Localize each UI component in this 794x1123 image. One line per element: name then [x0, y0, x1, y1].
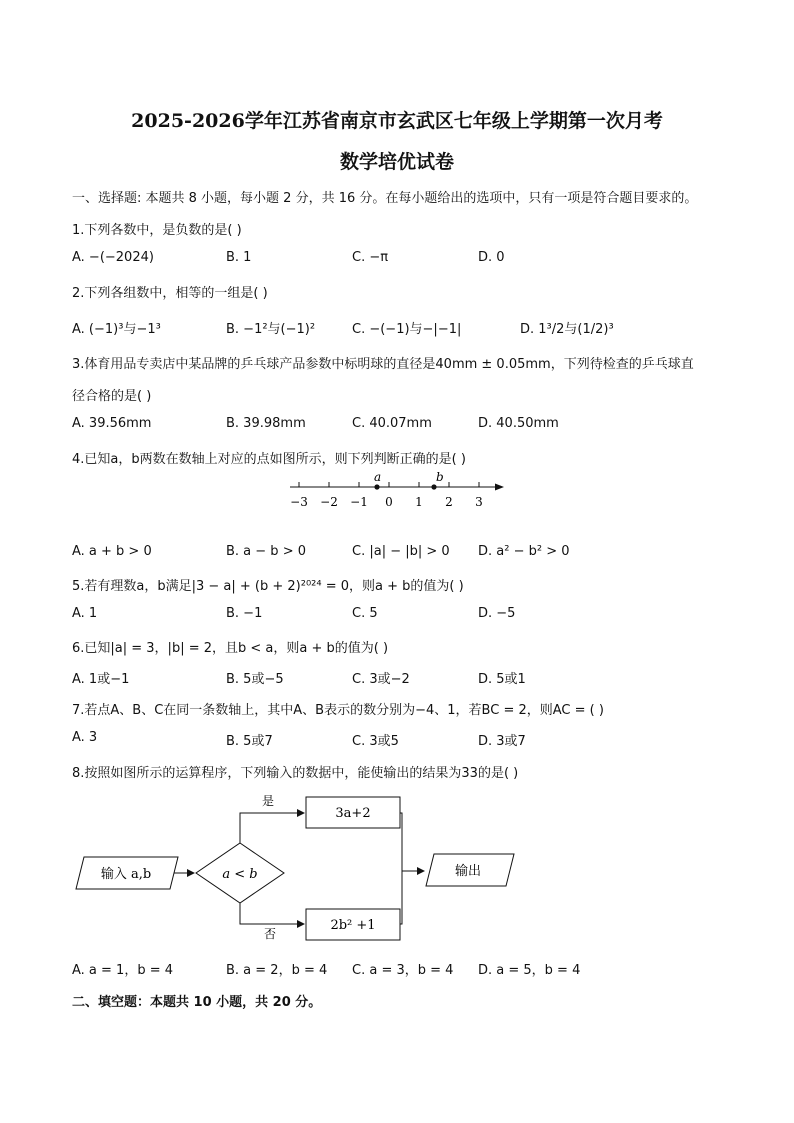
number-line-point-b: [431, 484, 436, 489]
exam-title: 2025-2026学年江苏省南京市玄武区七年级上学期第一次月考: [131, 110, 663, 132]
question-8-option-b: B. a = 2，b = 4: [226, 963, 328, 978]
flowchart-figure: [72, 790, 522, 950]
number-line-tick-label: 0: [385, 495, 393, 509]
exam-subtitle: 数学培优试卷: [339, 151, 454, 173]
question-1-option-c: C. −π: [352, 250, 389, 265]
question-7-option-d: D. 3或7: [478, 734, 526, 749]
flowchart-yes-box-text: 3a+2: [335, 806, 371, 821]
question-3-option-c: C. 40.07mm: [352, 416, 432, 431]
question-7-stem: 7.若点A、B、C在同一条数轴上，其中A、B表示的数分别为−4、1，若BC = 2，则AC = ( ): [72, 703, 604, 718]
question-4-stem: 4.已知a，b两数在数轴上对应的点如图所示，则下列判断正确的是( ): [72, 452, 466, 467]
flowchart-arrow-no: [240, 903, 304, 924]
question-5-option-a: A. 1: [72, 606, 98, 621]
number-line-figure: [280, 468, 510, 516]
question-6-option-c: C. 3或−2: [352, 672, 410, 687]
flowchart-no-label: 否: [263, 927, 277, 941]
question-5-stem: 5.若有理数a，b满足|3 − a| + (b + 2)²⁰²⁴ = 0，则a + b的值为( ): [72, 579, 464, 594]
question-4-option-a: A. a + b > 0: [72, 544, 152, 559]
question-1-option-d: D. 0: [478, 250, 505, 265]
flowchart-yes-label: 是: [261, 794, 275, 808]
number-line-point-a: [374, 484, 379, 489]
section1-heading: 一、选择题: 本题共 8 小题，每小题 2 分，共 16 分。在每小题给出的选项中，只有一项是符合题目要求的。: [72, 191, 698, 206]
number-line-tick-label: 1: [415, 495, 423, 509]
flowchart-output-text: 输出: [454, 864, 482, 879]
question-6-stem: 6.已知|a| = 3，|b| = 2，且b < a，则a + b的值为( ): [72, 641, 389, 656]
question-8-option-d: D. a = 5，b = 4: [478, 963, 581, 978]
question-2-option-b: B. −1²与(−1)²: [226, 322, 316, 337]
flowchart-no-box-text: 2b² +1: [330, 918, 376, 933]
question-2-option-d: D. 1³/2与(1/2)³: [520, 322, 614, 337]
question-5-option-d: D. −5: [478, 606, 516, 621]
question-7-option-a: A. 3: [72, 730, 98, 745]
section2-heading: 二、填空题：本题共 10 小题，共 20 分。: [72, 995, 322, 1010]
number-line-tick-label: −2: [320, 495, 338, 509]
question-1-stem: 1.下列各数中，是负数的是( ): [72, 223, 242, 238]
question-6-option-b: B. 5或−5: [226, 672, 284, 687]
question-2-stem: 2.下列各组数中，相等的一组是( ): [72, 286, 268, 301]
question-4-option-d: D. a² − b² > 0: [478, 544, 570, 559]
question-7-option-b: B. 5或7: [226, 734, 273, 749]
question-3-stem: 3.体育用品专卖店中某品牌的乒乓球产品参数中标明球的直径是40mm ± 0.05mm，下列待检查的乒乓球直: [72, 357, 694, 372]
question-3-option-d: D. 40.50mm: [478, 416, 559, 431]
question-1-option-b: B. 1: [226, 250, 252, 265]
question-8-option-c: C. a = 3，b = 4: [352, 963, 454, 978]
question-8-stem: 8.按照如图所示的运算程序，下列输入的数据中，能使输出的结果为33的是( ): [72, 766, 519, 781]
question-5-option-c: C. 5: [352, 606, 378, 621]
number-line-tick-label: 3: [475, 495, 483, 509]
flowchart-merge-line: [400, 813, 402, 924]
question-5-option-b: B. −1: [226, 606, 263, 621]
question-6-option-a: A. 1或−1: [72, 672, 130, 687]
question-6-option-d: D. 5或1: [478, 672, 526, 687]
question-3-option-a: A. 39.56mm: [72, 416, 152, 431]
question-4-option-b: B. a − b > 0: [226, 544, 306, 559]
question-8-option-a: A. a = 1，b = 4: [72, 963, 174, 978]
number-line-label-b: b: [436, 470, 444, 484]
question-2-option-c: C. −(−1)与−|−1|: [352, 322, 462, 337]
number-line-tick-label: −1: [350, 495, 368, 509]
number-line-tick-label: −3: [290, 495, 308, 509]
question-1-option-a: A. −(−2024): [72, 250, 154, 265]
flowchart-input-text: 输入 a,b: [100, 867, 152, 882]
number-line-tick-label: 2: [445, 495, 453, 509]
question-2-option-a: A. (−1)³与−1³: [72, 322, 161, 337]
number-line-label-a: a: [374, 470, 382, 484]
flowchart-arrow-yes: [240, 813, 304, 843]
question-4-option-c: C. |a| − |b| > 0: [352, 544, 450, 559]
question-7-option-c: C. 3或5: [352, 734, 399, 749]
number-line-arrow-icon: [495, 484, 504, 491]
flowchart-decision-text: a < b: [222, 867, 258, 882]
question-3-option-b: B. 39.98mm: [226, 416, 306, 431]
question-3-stem-continued: 径合格的是( ): [72, 389, 152, 404]
